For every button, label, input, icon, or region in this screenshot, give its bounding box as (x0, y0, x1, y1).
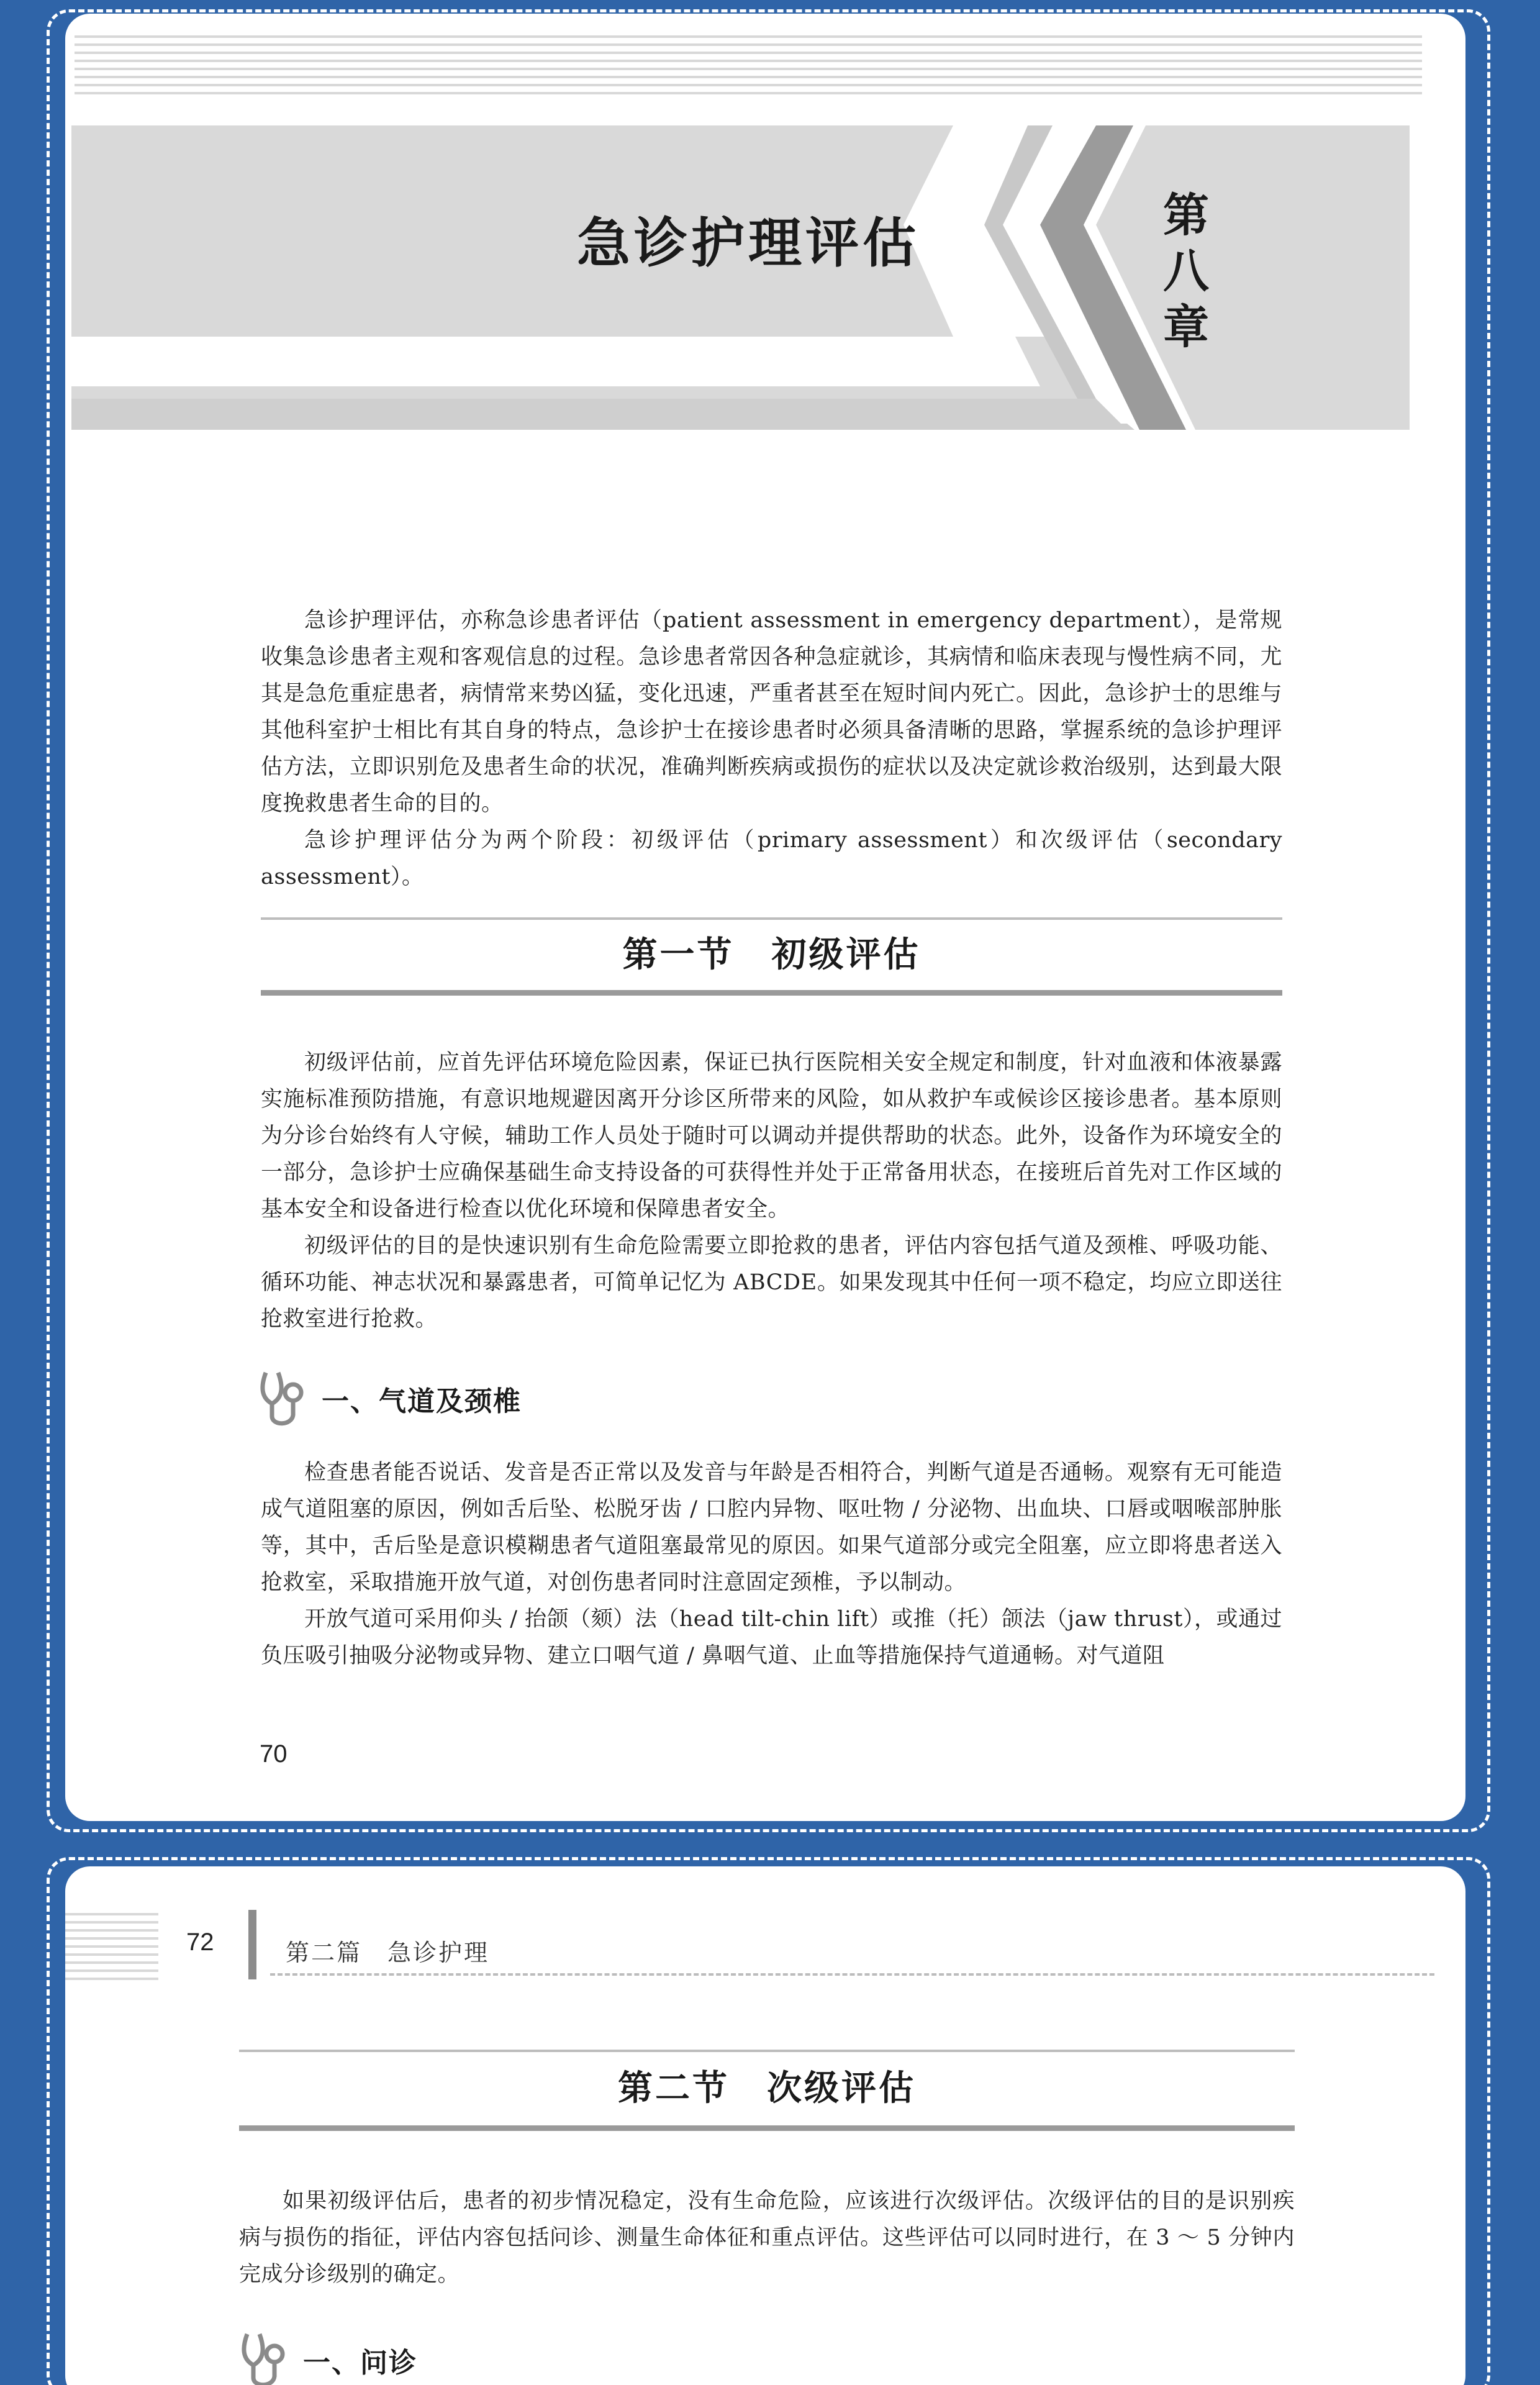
subsection-airway-text (261, 1455, 1282, 1674)
section-2-heading (239, 2050, 1295, 2131)
section-1-text (261, 1045, 1282, 1338)
stethoscope-icon (236, 2329, 292, 2385)
book-page-70 (65, 14, 1465, 1821)
section-title: 第一节 初级评估 (622, 935, 921, 975)
section-title: 第二节 次级评估 (618, 2068, 916, 2109)
subsection-airway-heading (255, 1368, 522, 1430)
subsection-title: 一、问诊 (303, 2347, 417, 2379)
running-header-bar (248, 1910, 256, 1979)
intro-paragraph-2: 急诊护理评估分为两个阶段：初级评估（primary assessment）和次级评估（secondary assessment）。 (261, 828, 1282, 889)
section-paragraph-1: 初级评估前，应首先评估环境危险因素，保证已执行医院相关安全规定和制度，针对血液和体液暴露实施标准预防措施，有意识地规避因离开分诊区所带来的风险，如从救护车或候诊区接诊患者。基本原则为分诊台始终有人守候，辅助工作人员处于随时可以调动并提供帮助的状态。此外，设备作为环境安全的一部分，急诊护士应确保基础生命支持设备的可获得性并处于正常备用状态，在接班后首先对工作区域的基本安全和设备进行检查以优化环境和保障患者安全。 (261, 1050, 1282, 1222)
running-page-number: 72 (186, 1928, 214, 1956)
section-1-heading (261, 917, 1282, 996)
book-page-72 (65, 1866, 1465, 2385)
section-rule-bottom (261, 990, 1282, 996)
page-number: 70 (260, 1740, 288, 1768)
stethoscope-icon (255, 1368, 310, 1430)
intro-paragraph-1: 急诊护理评估，亦称急诊患者评估（patient assessment in emergency department），是常规收集急诊患者主观和客观信息的过程。急诊患者常因各种急症就诊，其病情和临床表现与慢性病不同，尤其是急危重症患者，病情常来势凶猛，变化迅速，严重者甚至在短时间内死亡。因此，急诊护士的思维与其他科室护士相比有其自身的特点，急诊护士在接诊患者时必须具备清晰的思路，掌握系统的急诊护理评估方法，立即识别危及患者生命的状况，准确判断疾病或损伤的症状以及决定就诊救治级别，达到最大限度挽救患者生命的目的。 (261, 608, 1282, 816)
section-2-text (239, 2183, 1295, 2293)
subsection-inquiry-heading (236, 2329, 417, 2385)
chapter-banner (71, 113, 1410, 436)
running-header-title: 第二篇 急诊护理 (286, 1939, 490, 1966)
header-hatch-lines (75, 35, 1422, 100)
running-header-dashed-rule (270, 1973, 1434, 1976)
section-2-paragraph: 如果初级评估后，患者的初步情况稳定，没有生命危险，应该进行次级评估。次级评估的目的是识别疾病与损伤的指征，评估内容包括问诊、测量生命体征和重点评估。这些评估可以同时进行，在 3 ～ 5 分钟内完成分诊级别的确定。 (239, 2189, 1295, 2287)
section-rule-bottom (239, 2125, 1295, 2131)
intro-text (261, 602, 1282, 896)
section-paragraph-2: 初级评估的目的是快速识别有生命危险需要立即抢救的患者，评估内容包括气道及颈椎、呼吸功能、循环功能、神志状况和暴露患者，可简单记忆为 ABCDE。如果发现其中任何一项不稳定，均应立即送往抢救室进行抢救。 (261, 1233, 1282, 1332)
chapter-number: 第 八 章 (1163, 189, 1209, 354)
running-header (65, 1904, 1465, 1991)
subsection-paragraph-2: 开放气道可采用仰头 / 抬颌（颏）法（head tilt-chin lift）或推（托）颌法（jaw thrust），或通过负压吸引抽吸分泌物或异物、建立口咽气道 / 鼻咽气道、止血等措施保持气道通畅。对气道阻 (261, 1607, 1282, 1668)
subsection-paragraph-1: 检查患者能否说话、发音是否正常以及发音与年龄是否相符合，判断气道是否通畅。观察有无可能造成气道阻塞的原因，例如舌后坠、松脱牙齿 / 口腔内异物、呕吐物 / 分泌物、出血块、口唇或咽喉部肿胀等，其中，舌后坠是意识模糊患者气道阻塞最常见的原因。如果气道部分或完全阻塞，应立即将患者送入抢救室，采取措施开放气道，对创伤患者同时注意固定颈椎，予以制动。 (261, 1460, 1282, 1595)
chapter-title: 急诊护理评估 (577, 212, 920, 275)
subsection-title: 一、气道及颈椎 (322, 1386, 522, 1417)
